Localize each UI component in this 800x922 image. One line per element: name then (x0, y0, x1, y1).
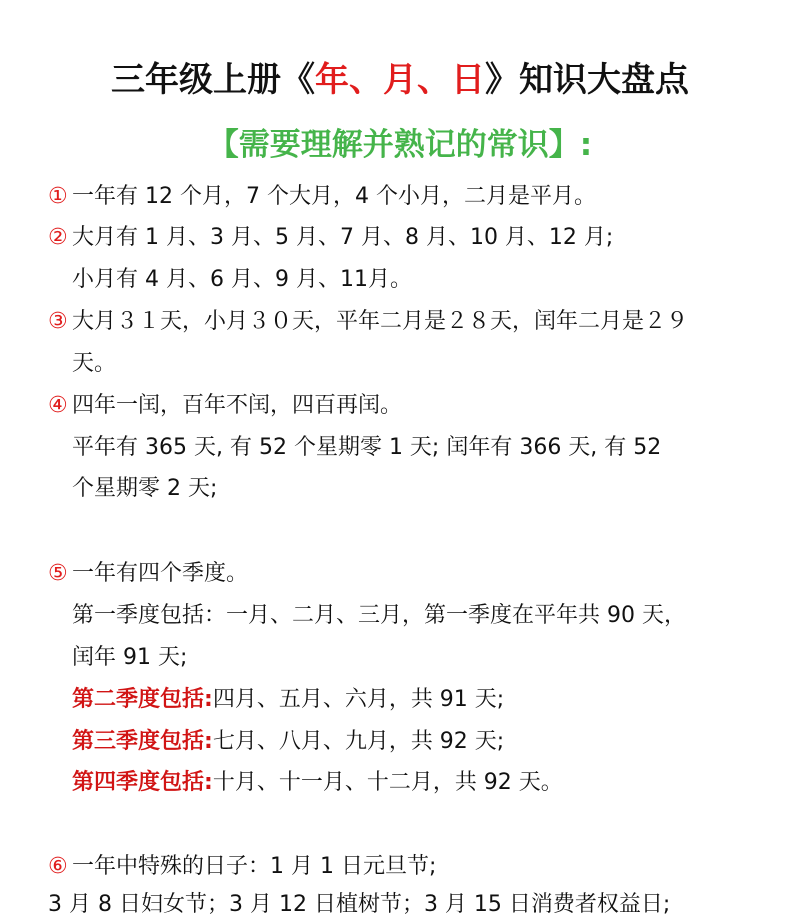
quarter-3-label: 第三季度包括: (72, 729, 213, 754)
item-5-line-2: 第一季度包括：一月、二月、三月，第一季度在平年共 90 天， (72, 603, 686, 628)
item-5-line-1: ⑤ 一年有四个季度。 (48, 557, 248, 591)
item-1-marker: ① (48, 184, 68, 209)
item-4-line-3: 个星期零 2 天; (72, 476, 218, 501)
item-2-line-1: ② 大月有 1 月、3 月、5 月、7 月、8 月、10 月、12 月; (48, 221, 613, 255)
quarter-3-line: 第三季度包括:七月、八月、九月，共 92 天; (72, 729, 505, 754)
item-4-line-1: ④ 四年一闰，百年不闰，四百再闰。 (48, 389, 402, 423)
quarter-2-label: 第二季度包括: (72, 687, 213, 712)
title-suffix: 》知识大盘点 (485, 60, 689, 100)
item-5-line-3: 闰年 91 天; (72, 645, 188, 670)
item-4-marker: ④ (48, 393, 68, 418)
item-6-marker: ⑥ (48, 854, 68, 879)
quarter-2-line: 第二季度包括:四月、五月、六月，共 91 天; (72, 687, 505, 712)
item-2-marker: ② (48, 225, 68, 250)
title-prefix: 三年级上册《 (111, 60, 315, 100)
item-3-line-1: ③ 大月３１天，小月３０天，平年二月是２８天，闰年二月是２９ (48, 305, 688, 339)
item-6-line-2: 3 月 8 日妇女节；3 月 12 日植树节；3 月 15 日消费者权益日; (48, 892, 671, 917)
quarter-4-label: 第四季度包括: (72, 770, 213, 795)
title-highlight: 年、月、日 (315, 60, 485, 100)
item-4-line-2: 平年有 365 天, 有 52 个星期零 1 天; 闰年有 366 天, 有 52 (72, 435, 662, 460)
item-5-marker: ⑤ (48, 561, 68, 586)
item-6-line-1: ⑥ 一年中特殊的日子：1 月 1 日元旦节; (48, 850, 436, 884)
item-2-line-2: 小月有 4 月、6 月、9 月、11月。 (72, 267, 412, 292)
section-subtitle: 【需要理解并熟记的常识】: (207, 127, 593, 163)
item-3-marker: ③ (48, 309, 68, 334)
quarter-4-line: 第四季度包括:十月、十一月、十二月，共 92 天。 (72, 770, 563, 795)
item-3-line-2: 天。 (72, 351, 117, 376)
page-title (0, 54, 800, 106)
item-1-line-1: ① 一年有 12 个月，7 个大月，4 个小月，二月是平月。 (48, 180, 596, 214)
